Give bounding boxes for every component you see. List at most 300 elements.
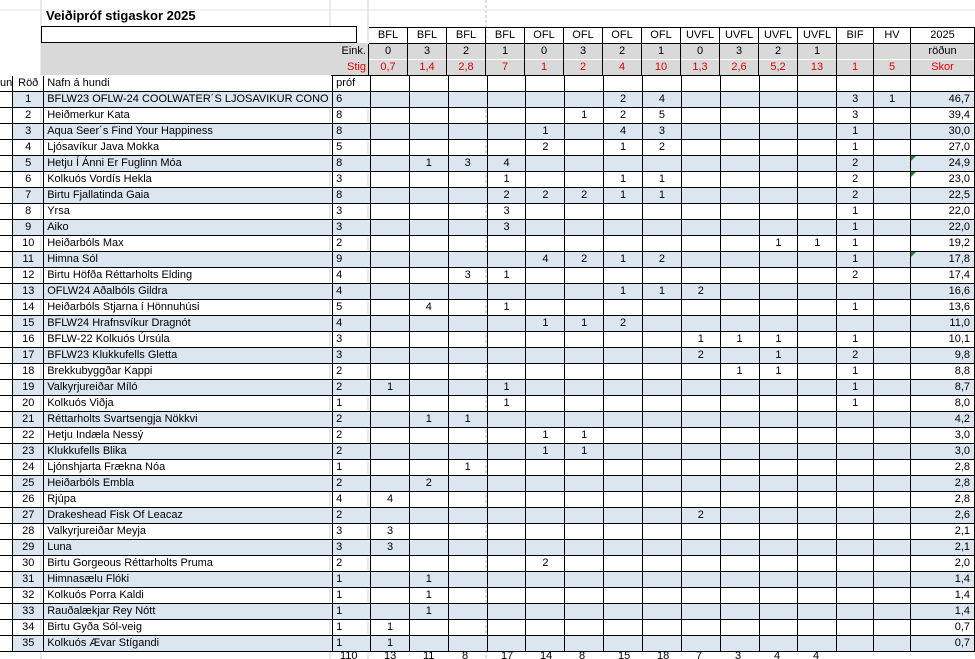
result-cell[interactable]: 1 bbox=[371, 380, 410, 396]
result-cell[interactable] bbox=[409, 140, 448, 156]
result-cell[interactable] bbox=[487, 364, 526, 380]
result-cell[interactable] bbox=[371, 348, 410, 364]
rank-cell[interactable]: 23 bbox=[13, 444, 44, 460]
result-cell[interactable] bbox=[759, 524, 798, 540]
result-cell[interactable] bbox=[798, 620, 837, 636]
result-cell[interactable] bbox=[681, 540, 720, 556]
table-row[interactable] bbox=[0, 492, 975, 508]
result-cell[interactable] bbox=[720, 220, 759, 236]
trials-cell[interactable]: 2 bbox=[333, 556, 371, 572]
result-cell[interactable] bbox=[837, 316, 874, 332]
result-cell[interactable] bbox=[487, 428, 526, 444]
result-cell[interactable] bbox=[487, 556, 526, 572]
result-cell[interactable] bbox=[371, 92, 410, 108]
dog-name-cell[interactable]: Kolkuós Porra Kaldi bbox=[44, 588, 333, 604]
result-cell[interactable] bbox=[759, 316, 798, 332]
result-cell[interactable] bbox=[874, 396, 911, 412]
rank-cell[interactable]: 27 bbox=[13, 508, 44, 524]
trials-cell[interactable]: 1 bbox=[333, 460, 371, 476]
rank-cell[interactable]: 17 bbox=[13, 348, 44, 364]
score-cell[interactable]: 17,8 bbox=[910, 252, 974, 268]
result-cell[interactable]: 1 bbox=[448, 460, 487, 476]
result-cell[interactable] bbox=[448, 204, 487, 220]
trials-cell[interactable]: 6 bbox=[333, 92, 371, 108]
rank-cell[interactable]: 20 bbox=[13, 396, 44, 412]
trials-cell[interactable]: 2 bbox=[333, 476, 371, 492]
result-cell[interactable] bbox=[448, 364, 487, 380]
result-cell[interactable]: 1 bbox=[487, 300, 526, 316]
result-cell[interactable] bbox=[565, 588, 604, 604]
result-cell[interactable] bbox=[487, 540, 526, 556]
rank-cell[interactable]: 3 bbox=[13, 124, 44, 140]
result-cell[interactable] bbox=[448, 380, 487, 396]
result-cell[interactable] bbox=[565, 636, 604, 652]
result-cell[interactable] bbox=[604, 444, 643, 460]
trials-cell[interactable]: 1 bbox=[333, 572, 371, 588]
result-cell[interactable] bbox=[371, 412, 410, 428]
dog-name-cell[interactable]: Yrsa bbox=[44, 204, 333, 220]
rank-cell[interactable]: 22 bbox=[13, 428, 44, 444]
result-cell[interactable] bbox=[837, 620, 874, 636]
table-row[interactable] bbox=[0, 140, 975, 156]
result-cell[interactable] bbox=[874, 140, 911, 156]
result-cell[interactable] bbox=[798, 604, 837, 620]
rank-cell[interactable]: 21 bbox=[13, 412, 44, 428]
result-cell[interactable] bbox=[448, 540, 487, 556]
result-cell[interactable] bbox=[371, 508, 410, 524]
result-cell[interactable] bbox=[526, 604, 565, 620]
result-cell[interactable] bbox=[526, 284, 565, 300]
result-cell[interactable] bbox=[526, 460, 565, 476]
result-cell[interactable] bbox=[371, 588, 410, 604]
score-cell[interactable]: 27,0 bbox=[910, 140, 974, 156]
score-cell[interactable]: 2,8 bbox=[910, 460, 974, 476]
result-cell[interactable] bbox=[409, 396, 448, 412]
result-cell[interactable] bbox=[565, 284, 604, 300]
trials-cell[interactable]: 2 bbox=[333, 412, 371, 428]
table-row[interactable] bbox=[0, 380, 975, 396]
result-cell[interactable] bbox=[759, 460, 798, 476]
result-cell[interactable] bbox=[759, 188, 798, 204]
result-cell[interactable] bbox=[643, 492, 682, 508]
result-cell[interactable] bbox=[371, 236, 410, 252]
result-cell[interactable] bbox=[874, 108, 911, 124]
result-cell[interactable] bbox=[409, 556, 448, 572]
result-cell[interactable] bbox=[409, 284, 448, 300]
result-cell[interactable] bbox=[371, 396, 410, 412]
result-cell[interactable] bbox=[798, 284, 837, 300]
result-cell[interactable] bbox=[604, 556, 643, 572]
result-cell[interactable] bbox=[409, 348, 448, 364]
result-cell[interactable]: 1 bbox=[526, 316, 565, 332]
result-cell[interactable] bbox=[604, 476, 643, 492]
result-cell[interactable] bbox=[874, 540, 911, 556]
score-cell[interactable]: 1,4 bbox=[910, 572, 974, 588]
result-cell[interactable] bbox=[874, 156, 911, 172]
table-row[interactable] bbox=[0, 620, 975, 636]
result-cell[interactable] bbox=[681, 476, 720, 492]
trials-cell[interactable]: 9 bbox=[333, 252, 371, 268]
result-cell[interactable] bbox=[448, 348, 487, 364]
score-cell[interactable]: 2,1 bbox=[910, 540, 974, 556]
dog-name-cell[interactable]: BFLW24 Hrafnsvíkur Dragnót bbox=[44, 316, 333, 332]
rank-cell[interactable]: 10 bbox=[13, 236, 44, 252]
result-cell[interactable]: 1 bbox=[874, 92, 911, 108]
result-cell[interactable] bbox=[371, 108, 410, 124]
result-cell[interactable]: 2 bbox=[604, 108, 643, 124]
table-row[interactable] bbox=[0, 428, 975, 444]
result-cell[interactable] bbox=[409, 332, 448, 348]
table-row[interactable] bbox=[0, 396, 975, 412]
result-cell[interactable]: 1 bbox=[643, 284, 682, 300]
result-cell[interactable] bbox=[720, 444, 759, 460]
result-cell[interactable] bbox=[681, 380, 720, 396]
result-cell[interactable] bbox=[448, 588, 487, 604]
rank-cell[interactable]: 11 bbox=[13, 252, 44, 268]
dog-name-cell[interactable]: Himna Sól bbox=[44, 252, 333, 268]
result-cell[interactable] bbox=[604, 636, 643, 652]
trials-cell[interactable]: 1 bbox=[333, 604, 371, 620]
result-cell[interactable] bbox=[837, 444, 874, 460]
result-cell[interactable] bbox=[448, 444, 487, 460]
rank-cell[interactable]: 25 bbox=[13, 476, 44, 492]
result-cell[interactable] bbox=[798, 252, 837, 268]
result-cell[interactable] bbox=[720, 172, 759, 188]
rank-cell[interactable]: 28 bbox=[13, 524, 44, 540]
result-cell[interactable]: 2 bbox=[837, 268, 874, 284]
result-cell[interactable] bbox=[837, 604, 874, 620]
result-cell[interactable] bbox=[487, 412, 526, 428]
trials-cell[interactable]: 8 bbox=[333, 156, 371, 172]
result-cell[interactable] bbox=[604, 348, 643, 364]
score-cell[interactable]: 8,8 bbox=[910, 364, 974, 380]
result-cell[interactable]: 1 bbox=[643, 172, 682, 188]
result-cell[interactable] bbox=[487, 252, 526, 268]
trials-cell[interactable]: 3 bbox=[333, 204, 371, 220]
result-cell[interactable] bbox=[565, 92, 604, 108]
result-cell[interactable] bbox=[448, 492, 487, 508]
table-row[interactable] bbox=[0, 92, 975, 108]
result-cell[interactable] bbox=[874, 588, 911, 604]
trials-cell[interactable]: 2 bbox=[333, 380, 371, 396]
result-cell[interactable] bbox=[681, 556, 720, 572]
rank-cell[interactable]: 15 bbox=[13, 316, 44, 332]
result-cell[interactable] bbox=[798, 396, 837, 412]
result-cell[interactable] bbox=[371, 476, 410, 492]
result-cell[interactable] bbox=[448, 524, 487, 540]
result-cell[interactable]: 1 bbox=[604, 188, 643, 204]
result-cell[interactable]: 1 bbox=[448, 412, 487, 428]
result-cell[interactable] bbox=[565, 508, 604, 524]
result-cell[interactable] bbox=[371, 604, 410, 620]
result-cell[interactable] bbox=[604, 156, 643, 172]
table-row[interactable] bbox=[0, 268, 975, 284]
result-cell[interactable] bbox=[837, 524, 874, 540]
result-cell[interactable] bbox=[409, 220, 448, 236]
trials-cell[interactable]: 2 bbox=[333, 444, 371, 460]
result-cell[interactable]: 1 bbox=[837, 252, 874, 268]
result-cell[interactable] bbox=[526, 236, 565, 252]
result-cell[interactable] bbox=[643, 236, 682, 252]
result-cell[interactable] bbox=[448, 476, 487, 492]
result-cell[interactable] bbox=[371, 364, 410, 380]
rank-cell[interactable]: 24 bbox=[13, 460, 44, 476]
result-cell[interactable] bbox=[798, 300, 837, 316]
result-cell[interactable] bbox=[565, 364, 604, 380]
result-cell[interactable] bbox=[720, 460, 759, 476]
dog-name-cell[interactable]: Valkyrjureiðar Meyja bbox=[44, 524, 333, 540]
result-cell[interactable] bbox=[798, 412, 837, 428]
result-cell[interactable] bbox=[759, 444, 798, 460]
result-cell[interactable] bbox=[409, 540, 448, 556]
result-cell[interactable] bbox=[874, 428, 911, 444]
dog-name-cell[interactable]: Birtu Fjallatinda Gaia bbox=[44, 188, 333, 204]
result-cell[interactable] bbox=[526, 364, 565, 380]
result-cell[interactable]: 4 bbox=[371, 492, 410, 508]
result-cell[interactable] bbox=[371, 572, 410, 588]
result-cell[interactable] bbox=[371, 556, 410, 572]
result-cell[interactable] bbox=[837, 588, 874, 604]
rank-cell[interactable]: 18 bbox=[13, 364, 44, 380]
trials-cell[interactable]: 5 bbox=[333, 140, 371, 156]
result-cell[interactable] bbox=[837, 572, 874, 588]
result-cell[interactable] bbox=[526, 220, 565, 236]
result-cell[interactable] bbox=[681, 156, 720, 172]
result-cell[interactable]: 3 bbox=[837, 108, 874, 124]
result-cell[interactable] bbox=[681, 204, 720, 220]
result-cell[interactable] bbox=[837, 540, 874, 556]
result-cell[interactable] bbox=[371, 444, 410, 460]
result-cell[interactable]: 4 bbox=[526, 252, 565, 268]
result-cell[interactable] bbox=[759, 620, 798, 636]
result-cell[interactable]: 1 bbox=[565, 444, 604, 460]
rank-cell[interactable]: 29 bbox=[13, 540, 44, 556]
table-row[interactable] bbox=[0, 108, 975, 124]
result-cell[interactable]: 1 bbox=[798, 236, 837, 252]
result-cell[interactable] bbox=[448, 556, 487, 572]
result-cell[interactable] bbox=[487, 236, 526, 252]
result-cell[interactable] bbox=[409, 364, 448, 380]
result-cell[interactable] bbox=[643, 332, 682, 348]
result-cell[interactable] bbox=[720, 348, 759, 364]
result-cell[interactable] bbox=[643, 476, 682, 492]
result-cell[interactable] bbox=[681, 236, 720, 252]
result-cell[interactable] bbox=[604, 508, 643, 524]
result-cell[interactable] bbox=[409, 508, 448, 524]
table-row[interactable] bbox=[0, 316, 975, 332]
result-cell[interactable] bbox=[837, 476, 874, 492]
result-cell[interactable] bbox=[371, 316, 410, 332]
result-cell[interactable] bbox=[565, 124, 604, 140]
result-cell[interactable] bbox=[448, 620, 487, 636]
score-cell[interactable]: 3,0 bbox=[910, 444, 974, 460]
result-cell[interactable] bbox=[604, 540, 643, 556]
result-cell[interactable] bbox=[759, 172, 798, 188]
result-cell[interactable]: 2 bbox=[526, 556, 565, 572]
result-cell[interactable] bbox=[681, 188, 720, 204]
table-row[interactable] bbox=[0, 332, 975, 348]
result-cell[interactable] bbox=[837, 556, 874, 572]
result-cell[interactable] bbox=[643, 604, 682, 620]
score-cell[interactable]: 13,6 bbox=[910, 300, 974, 316]
result-cell[interactable] bbox=[643, 412, 682, 428]
result-cell[interactable] bbox=[526, 588, 565, 604]
result-cell[interactable] bbox=[681, 268, 720, 284]
result-cell[interactable] bbox=[565, 412, 604, 428]
result-cell[interactable] bbox=[759, 124, 798, 140]
result-cell[interactable] bbox=[798, 92, 837, 108]
result-cell[interactable]: 5 bbox=[643, 108, 682, 124]
result-cell[interactable] bbox=[409, 92, 448, 108]
result-cell[interactable] bbox=[874, 188, 911, 204]
result-cell[interactable] bbox=[487, 620, 526, 636]
result-cell[interactable] bbox=[643, 428, 682, 444]
result-cell[interactable]: 2 bbox=[604, 92, 643, 108]
result-cell[interactable] bbox=[448, 236, 487, 252]
result-cell[interactable]: 1 bbox=[837, 204, 874, 220]
result-cell[interactable]: 1 bbox=[681, 332, 720, 348]
result-cell[interactable] bbox=[487, 508, 526, 524]
result-cell[interactable] bbox=[720, 268, 759, 284]
result-cell[interactable] bbox=[798, 460, 837, 476]
trials-cell[interactable]: 3 bbox=[333, 524, 371, 540]
rank-cell[interactable]: 31 bbox=[13, 572, 44, 588]
dog-name-cell[interactable]: Aqua Seer´s Find Your Happiness bbox=[44, 124, 333, 140]
result-cell[interactable]: 1 bbox=[565, 108, 604, 124]
result-cell[interactable] bbox=[874, 236, 911, 252]
result-cell[interactable] bbox=[759, 508, 798, 524]
score-cell[interactable]: 16,6 bbox=[910, 284, 974, 300]
score-cell[interactable]: 22,5 bbox=[910, 188, 974, 204]
result-cell[interactable] bbox=[759, 300, 798, 316]
result-cell[interactable] bbox=[874, 524, 911, 540]
trials-cell[interactable]: 2 bbox=[333, 508, 371, 524]
table-row[interactable] bbox=[0, 508, 975, 524]
dog-name-cell[interactable]: Heiðarbóls Embla bbox=[44, 476, 333, 492]
result-cell[interactable] bbox=[643, 444, 682, 460]
result-cell[interactable] bbox=[604, 268, 643, 284]
result-cell[interactable] bbox=[720, 412, 759, 428]
result-cell[interactable] bbox=[371, 124, 410, 140]
result-cell[interactable]: 2 bbox=[837, 348, 874, 364]
result-cell[interactable]: 2 bbox=[837, 188, 874, 204]
dog-name-cell[interactable]: Ljónshjarta Frækna Nóa bbox=[44, 460, 333, 476]
result-cell[interactable] bbox=[759, 476, 798, 492]
result-cell[interactable] bbox=[874, 620, 911, 636]
result-cell[interactable] bbox=[604, 524, 643, 540]
result-cell[interactable] bbox=[720, 588, 759, 604]
result-cell[interactable] bbox=[798, 332, 837, 348]
result-cell[interactable] bbox=[604, 460, 643, 476]
result-cell[interactable] bbox=[798, 524, 837, 540]
score-cell[interactable]: 0,7 bbox=[910, 636, 974, 652]
trials-cell[interactable]: 4 bbox=[333, 284, 371, 300]
result-cell[interactable] bbox=[371, 140, 410, 156]
result-cell[interactable] bbox=[565, 172, 604, 188]
result-cell[interactable]: 2 bbox=[526, 188, 565, 204]
rank-cell[interactable]: 26 bbox=[13, 492, 44, 508]
result-cell[interactable] bbox=[565, 380, 604, 396]
rank-cell[interactable]: 16 bbox=[13, 332, 44, 348]
result-cell[interactable] bbox=[759, 636, 798, 652]
result-cell[interactable] bbox=[798, 220, 837, 236]
result-cell[interactable] bbox=[874, 252, 911, 268]
result-cell[interactable] bbox=[604, 332, 643, 348]
result-cell[interactable] bbox=[604, 380, 643, 396]
result-cell[interactable] bbox=[759, 156, 798, 172]
result-cell[interactable]: 1 bbox=[409, 156, 448, 172]
result-cell[interactable] bbox=[604, 220, 643, 236]
result-cell[interactable] bbox=[604, 428, 643, 444]
result-cell[interactable] bbox=[874, 492, 911, 508]
result-cell[interactable]: 2 bbox=[681, 508, 720, 524]
dog-name-cell[interactable]: Drakeshead Fisk Of Leacaz bbox=[44, 508, 333, 524]
table-row[interactable] bbox=[0, 220, 975, 236]
result-cell[interactable] bbox=[720, 508, 759, 524]
result-cell[interactable] bbox=[720, 476, 759, 492]
table-row[interactable] bbox=[0, 636, 975, 652]
result-cell[interactable] bbox=[643, 556, 682, 572]
result-cell[interactable] bbox=[681, 620, 720, 636]
result-cell[interactable] bbox=[874, 444, 911, 460]
table-row[interactable] bbox=[0, 364, 975, 380]
result-cell[interactable] bbox=[565, 332, 604, 348]
result-cell[interactable] bbox=[448, 108, 487, 124]
result-cell[interactable] bbox=[487, 316, 526, 332]
result-cell[interactable] bbox=[681, 92, 720, 108]
result-cell[interactable]: 1 bbox=[409, 412, 448, 428]
result-cell[interactable] bbox=[526, 268, 565, 284]
result-cell[interactable] bbox=[565, 236, 604, 252]
dog-name-cell[interactable]: Luna bbox=[44, 540, 333, 556]
trials-cell[interactable]: 1 bbox=[333, 636, 371, 652]
rank-cell[interactable]: 4 bbox=[13, 140, 44, 156]
score-cell[interactable]: 1,4 bbox=[910, 588, 974, 604]
score-cell[interactable]: 22,0 bbox=[910, 204, 974, 220]
result-cell[interactable] bbox=[565, 220, 604, 236]
result-cell[interactable] bbox=[798, 380, 837, 396]
result-cell[interactable] bbox=[643, 396, 682, 412]
result-cell[interactable] bbox=[565, 204, 604, 220]
trials-cell[interactable]: 2 bbox=[333, 364, 371, 380]
result-cell[interactable] bbox=[798, 540, 837, 556]
result-cell[interactable] bbox=[798, 348, 837, 364]
score-cell[interactable]: 23,0 bbox=[910, 172, 974, 188]
table-row[interactable] bbox=[0, 300, 975, 316]
result-cell[interactable] bbox=[681, 252, 720, 268]
table-row[interactable] bbox=[0, 556, 975, 572]
result-cell[interactable] bbox=[681, 140, 720, 156]
result-cell[interactable] bbox=[681, 124, 720, 140]
result-cell[interactable] bbox=[526, 332, 565, 348]
table-row[interactable] bbox=[0, 460, 975, 476]
result-cell[interactable] bbox=[643, 364, 682, 380]
result-cell[interactable] bbox=[371, 252, 410, 268]
result-cell[interactable] bbox=[874, 604, 911, 620]
result-cell[interactable]: 1 bbox=[759, 364, 798, 380]
result-cell[interactable] bbox=[759, 492, 798, 508]
result-cell[interactable] bbox=[759, 604, 798, 620]
result-cell[interactable] bbox=[643, 588, 682, 604]
score-cell[interactable]: 3,0 bbox=[910, 428, 974, 444]
result-cell[interactable] bbox=[643, 300, 682, 316]
result-cell[interactable] bbox=[565, 604, 604, 620]
trials-cell[interactable]: 3 bbox=[333, 540, 371, 556]
result-cell[interactable] bbox=[448, 140, 487, 156]
result-cell[interactable] bbox=[798, 188, 837, 204]
score-cell[interactable]: 1,4 bbox=[910, 604, 974, 620]
result-cell[interactable]: 1 bbox=[837, 124, 874, 140]
